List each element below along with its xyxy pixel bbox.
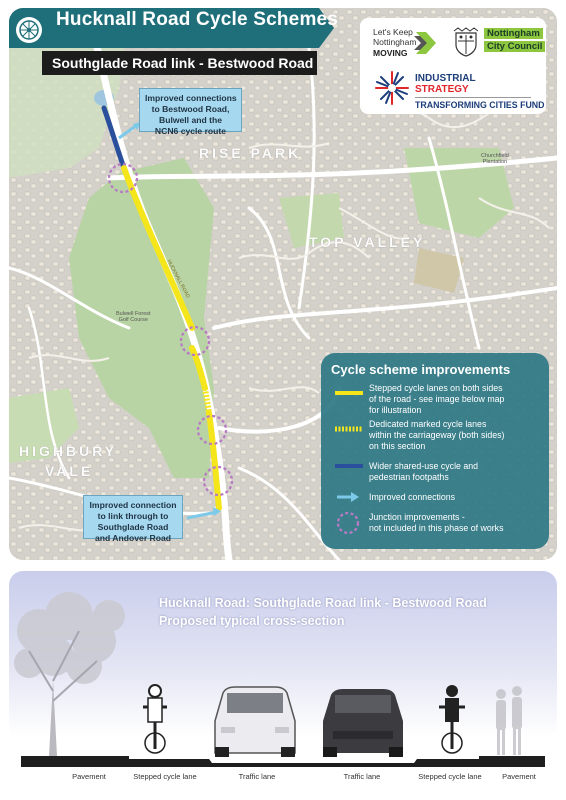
green-chevron-arrow-icon xyxy=(414,30,438,56)
place-label-vale: VALE xyxy=(45,463,94,479)
place-label-top-valley: TOP VALLEY xyxy=(309,234,426,250)
fund-logo-line2: STRATEGY xyxy=(415,84,469,95)
cross-section-panel xyxy=(9,571,557,791)
cross-section-title: Hucknall Road: Southglade Road link - Bestwood Road xyxy=(159,596,487,610)
pedestrians-illustration xyxy=(496,686,522,755)
light-blue-arrow-icon xyxy=(335,492,363,502)
purple-dotted-circle-icon xyxy=(335,511,363,535)
road-name-label: HUCKNALL ROAD xyxy=(165,258,191,300)
plantation-label: Churchfield Plantation xyxy=(481,153,509,165)
tree-illustration xyxy=(14,592,125,756)
starburst-icon xyxy=(374,70,410,106)
place-label-highbury: HIGHBURY xyxy=(19,443,118,459)
page-subtitle: Southglade Road link - Bestwood Road xyxy=(42,51,317,75)
council-logo-line1: Nottingham xyxy=(484,28,543,39)
golf-course-label: Bulwell Forest Golf Course xyxy=(116,311,151,323)
page-title: Hucknall Road Cycle Schemes xyxy=(56,9,339,30)
label-stepped-cycle-lane-left: Stepped cycle lane xyxy=(133,772,197,781)
legend-title: Cycle scheme improvements xyxy=(331,362,511,377)
label-pavement-left: Pavement xyxy=(72,772,106,781)
lkn-logo-line3: MOVING xyxy=(373,48,408,58)
callout-top-connections: Improved connections to Bestwood Road, Bulwell and the NCN6 cycle route xyxy=(139,88,242,132)
fund-logo-line1: INDUSTRIAL xyxy=(415,73,476,84)
cross-section-subtitle: Proposed typical cross-section xyxy=(159,614,345,628)
callout-bottom-connection: Improved connection to link through to Southglade Road and Andover Road xyxy=(83,495,183,539)
car-left-illustration xyxy=(215,687,295,757)
fund-logo-divider xyxy=(415,97,531,98)
partner-logos xyxy=(360,18,546,114)
label-traffic-lane-right: Traffic lane xyxy=(343,772,381,781)
label-pavement-right: Pavement xyxy=(502,772,536,781)
council-logo-line2: City Council xyxy=(484,41,545,52)
label-stepped-cycle-lane-right: Stepped cycle lane xyxy=(418,772,482,781)
car-right-illustration xyxy=(323,689,403,757)
lkn-logo-line2: Nottingham xyxy=(373,37,417,47)
cycle-wheel-icon xyxy=(14,15,44,45)
cyclist-left-illustration xyxy=(143,685,167,753)
fund-logo-line3: TRANSFORMING CITIES FUND xyxy=(415,100,545,110)
lkn-logo-line1: Let's Keep xyxy=(373,27,413,37)
place-label-rise-park: RISE PARK xyxy=(199,145,302,161)
cyclist-right-illustration xyxy=(439,685,465,753)
city-crest-icon xyxy=(452,27,480,57)
label-traffic-lane-left: Traffic lane xyxy=(238,772,276,781)
yellow-dashed-line-icon xyxy=(335,425,363,433)
map-legend: Cycle scheme improvements Stepped cycle lanes on both sides of the road - see image below map for illustration Dedicated marked cycle lanes within the carriageway (both sides) on this section Wider shared-use cycle and pedestrian footpaths Improved connections Junction improvements - not included in this phase of works xyxy=(321,353,549,549)
blue-line-icon xyxy=(335,462,363,470)
yellow-line-icon xyxy=(335,389,363,397)
